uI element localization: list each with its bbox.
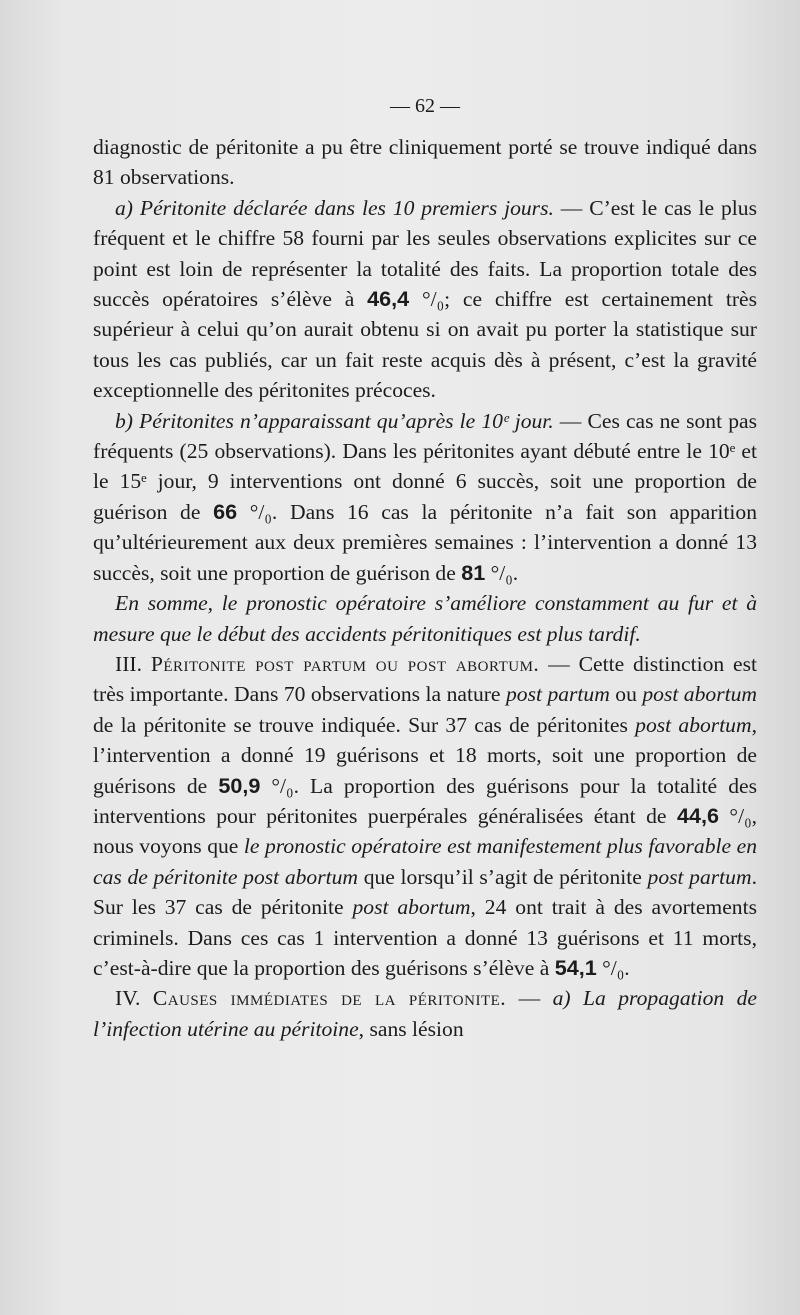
section-numeral-iii: III. (115, 651, 142, 676)
stat-value: 81 (461, 559, 486, 585)
stat-value: 66 (213, 498, 238, 524)
section-label-a: a) (115, 195, 133, 220)
paragraph-summary: En somme, le pronostic opératoire s’améliore constamment au fur et à mesure que le début des accidents péritonitiques est plus tardif. (93, 591, 757, 646)
stat-value: 44,6 (676, 802, 719, 828)
page-text (93, 92, 757, 1044)
stat-value: 50,9 (218, 772, 261, 798)
paragraph-early-peritonitis: a) Péritonite déclarée dans les 10 premiers jours. — C’est le cas le plus fréquent et le chiffre 58 fourni par les seules observations explicites sur ce point est loin de représenter la totalité des faits. La proportion totale des succès opératoires s’élève à 46,4 °/₀; ce chiffre est certainement très supérieur à celui qu’on aurait obtenu si on avait pu porter la statistique sur tous les cas publiés, car un fait reste acquis dès à présent, c’est la gravité exceptionnelle des péritonites précoces. (93, 195, 757, 403)
section-title-late: Péritonites n’apparaissant qu’après le 10ᵉ jour. (139, 408, 554, 433)
section-title-early: Péritonite déclarée dans les 10 premiers jours. (139, 195, 554, 220)
paragraph-late-peritonitis: b) Péritonites n’apparaissant qu’après le 10ᵉ jour. — Ces cas ne sont pas fréquents (25 observations). Dans les péritonites ayant débuté entre le 10ᵉ et le 15ᵉ jour, 9 interventions ont donné 6 succès, soit une proportion de guérison de 66 °/₀. Dans 16 cas la péritonite n’a fait son apparition qu’ultérieurement aux deux premières semaines : l’intervention a donné 13 succès, soit une proportion de guérison de 81 °/₀. (93, 408, 757, 585)
section-numeral-iv: IV. (115, 986, 141, 1011)
section-label-b: b) (115, 408, 133, 433)
stat-value: 46,4 (367, 286, 410, 312)
page-number: — 62 — (390, 95, 460, 117)
paragraph-post-partum: III. Péritonite post partum ou post abortum. — Cette distinction est très importante. Dans 70 observations la nature post partum ou post abortum de la péritonite se trouve indiquée. Sur 37 cas de péritonites post abortum, l’intervention a donné 19 guérisons et 18 morts, soit une proportion de guérisons de 50,9 °/₀. La proportion des guérisons pour la totalité des interventions pour péritonites puerpérales généralisées étant de 44,6 °/₀, nous voyons que le pronostic opératoire est manifestement plus favorable en cas de péritonite post abortum que lorsqu’il s’agit de péritonite post partum. Sur les 37 cas de péritonite post abortum, 24 ont trait à des avortements criminels. Dans ces cas 1 intervention a donné 13 guérisons et 11 morts, c’est-à-dire que la proportion des guérisons s’élève à 54,1 °/₀. (93, 651, 758, 980)
paragraph-causes: IV. Causes immédiates de la péritonite. — a) La propagation de l’infection utérine au péritoine, sans lésion (93, 986, 757, 1041)
section-heading-iv: Causes immédiates de la péritonite. (152, 986, 507, 1011)
section-heading-iii: Péritonite post partum ou post abortum. (150, 651, 540, 676)
stat-value: 54,1 (554, 954, 597, 980)
paragraph-continuation: diagnostic de péritonite a pu être cliniquement porté se trouve indiqué dans 81 observations. (93, 135, 757, 190)
